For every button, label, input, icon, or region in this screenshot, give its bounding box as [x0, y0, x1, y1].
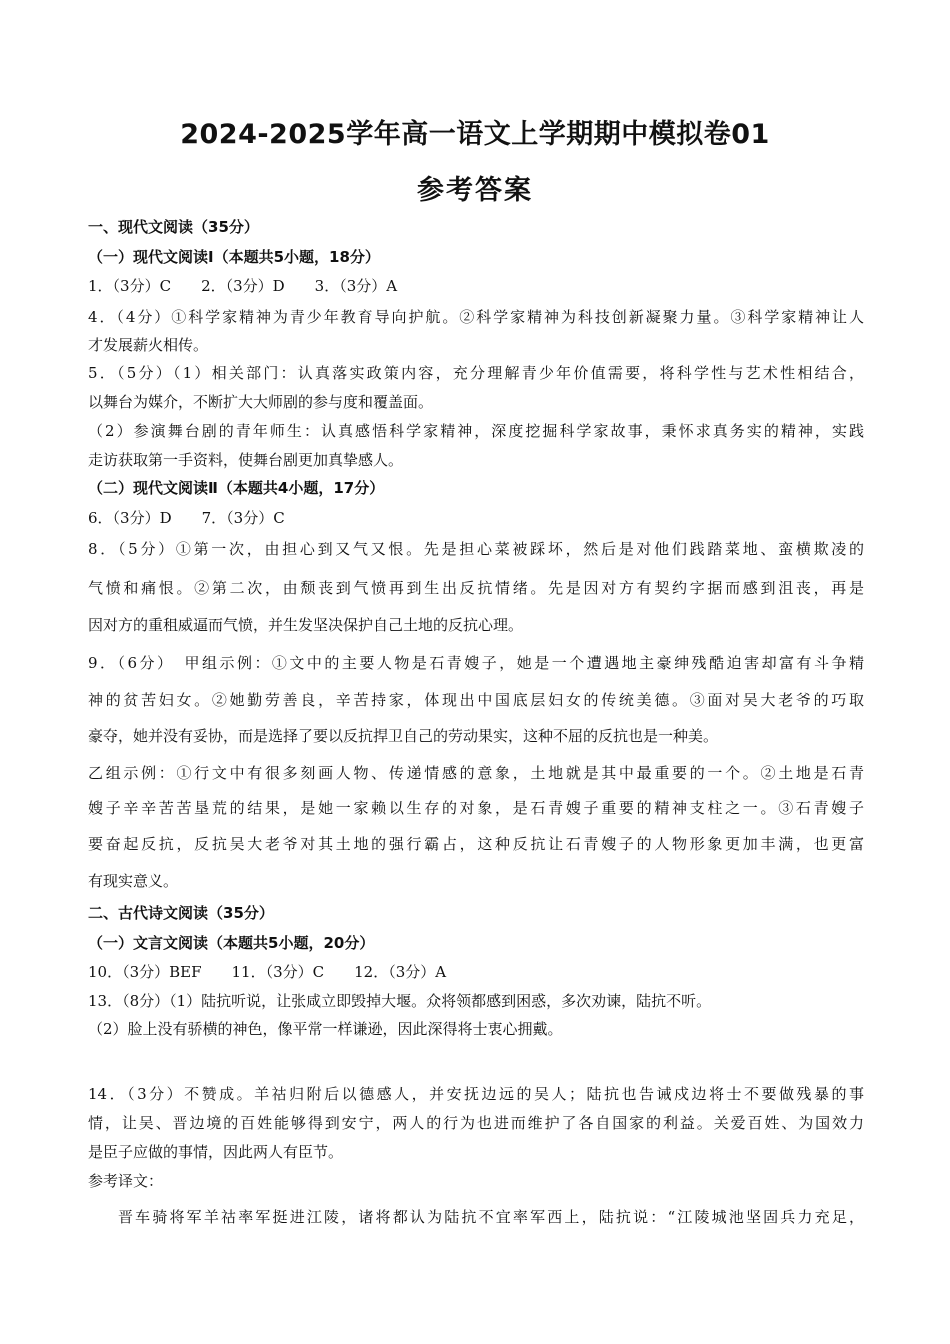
answer-line: 豪夺，她并没有妥协，而是选择了要以反抗捍卫自己的劳动果实，这种不屈的反抗也是一种美。 — [88, 727, 719, 745]
answer-line: 乙组示例：①行文中有很多刻画人物、传递情感的意象，土地就是其中最重要的一个。②土地是石青 — [88, 764, 864, 782]
answer-line: 气愤和痛恨。②第二次，由颓丧到气愤再到生出反抗情绪。先是因对方有契约字据而感到沮丧，再是 — [88, 579, 864, 597]
translation-heading: 参考译文： — [88, 1172, 164, 1190]
section-heading: 二、古代诗文阅读（35分） — [88, 904, 274, 922]
answer-line: （2）脸上没有骄横的神色，像平常一样谦逊，因此深得将士衷心拥戴。 — [88, 1020, 563, 1038]
answer-line: 以舞台为媒介，不断扩大大师剧的参与度和覆盖面。 — [88, 393, 434, 411]
subsection-heading: （一）文言文阅读（本题共5小题，20分） — [88, 934, 375, 952]
translation-paragraph: 晋车骑将军羊祜率军挺进江陵，诸将都认为陆抗不宜率军西上，陆抗说：“江陵城池坚固兵力充足， — [118, 1208, 864, 1226]
answer-line: 要奋起反抗，反抗吴大老爷对其土地的强行霸占，这种反抗让石青嫂子的人物形象更加丰满，也更富 — [88, 835, 864, 853]
section-heading: 一、现代文阅读（35分） — [88, 218, 259, 236]
answer-line: 因对方的重租威逼而气愤，并生发坚决保护自己土地的反抗心理。 — [88, 616, 524, 634]
answer-line: 4．（4分）①科学家精神为青少年教育导向护航。②科学家精神为科技创新凝聚力量。③科学家精神让人 — [88, 308, 864, 326]
answer-line: 1．（3分）C 2．（3分）D 3．（3分）A — [88, 277, 398, 295]
answer-line: 6．（3分）D 7．（3分）C — [88, 509, 285, 527]
answer-line: 有现实意义。 — [88, 872, 179, 890]
answer-line: 13．（8分）（1）陆抗听说，让张咸立即毁掉大堰。众将领都感到困惑，多次劝谏，陆抗不听。 — [88, 992, 712, 1010]
answer-line: 是臣子应做的事情，因此两人有臣节。 — [88, 1143, 344, 1161]
subsection-heading: （二）现代文阅读Ⅱ（本题共4小题，17分） — [88, 479, 385, 497]
document-title: 2024-2025学年高一语文上学期期中模拟卷01 — [180, 119, 770, 150]
subsection-heading: （一）现代文阅读Ⅰ（本题共5小题，18分） — [88, 248, 380, 266]
answer-line: 神的贫苦妇女。②她勤劳善良，辛苦持家，体现出中国底层妇女的传统美德。③面对吴大老爷的巧取 — [88, 691, 864, 709]
answer-line: 情，让吴、晋边境的百姓能够得到安宁，两人的行为也进而维护了各自国家的利益。关爱百姓、为国效力 — [88, 1114, 864, 1132]
answer-line: 9．（6分） 甲组示例：①文中的主要人物是石青嫂子，她是一个遭遇地主豪绅残酷迫害却富有斗争精 — [88, 654, 864, 672]
answer-line: 14．（3分）不赞成。羊祜归附后以德感人，并安抚边远的吴人；陆抗也告诫戍边将士不要做残暴的事 — [88, 1085, 864, 1103]
answer-line: 10．（3分）BEF 11．（3分）C 12．（3分）A — [88, 963, 447, 981]
answer-line: （2）参演舞台剧的青年师生：认真感悟科学家精神，深度挖掘科学家故事，秉怀求真务实的精神，实践 — [88, 422, 864, 440]
answer-line: 5．（5分）（1）相关部门：认真落实政策内容，充分理解青少年价值需要，将科学性与艺术性相结合， — [88, 364, 864, 382]
answer-line: 才发展薪火相传。 — [88, 336, 209, 354]
document-subtitle: 参考答案 — [417, 175, 533, 206]
answer-line: 嫂子辛辛苦苦垦荒的结果，是她一家赖以生存的对象，是石青嫂子重要的精神支柱之一。③石青嫂子 — [88, 799, 864, 817]
answer-line: 走访获取第一手资料，使舞台剧更加真挚感人。 — [88, 451, 404, 469]
answer-line: 8．（5分）①第一次，由担心到又气又恨。先是担心菜被踩坏，然后是对他们践踏菜地、蛮横欺凌的 — [88, 540, 864, 558]
